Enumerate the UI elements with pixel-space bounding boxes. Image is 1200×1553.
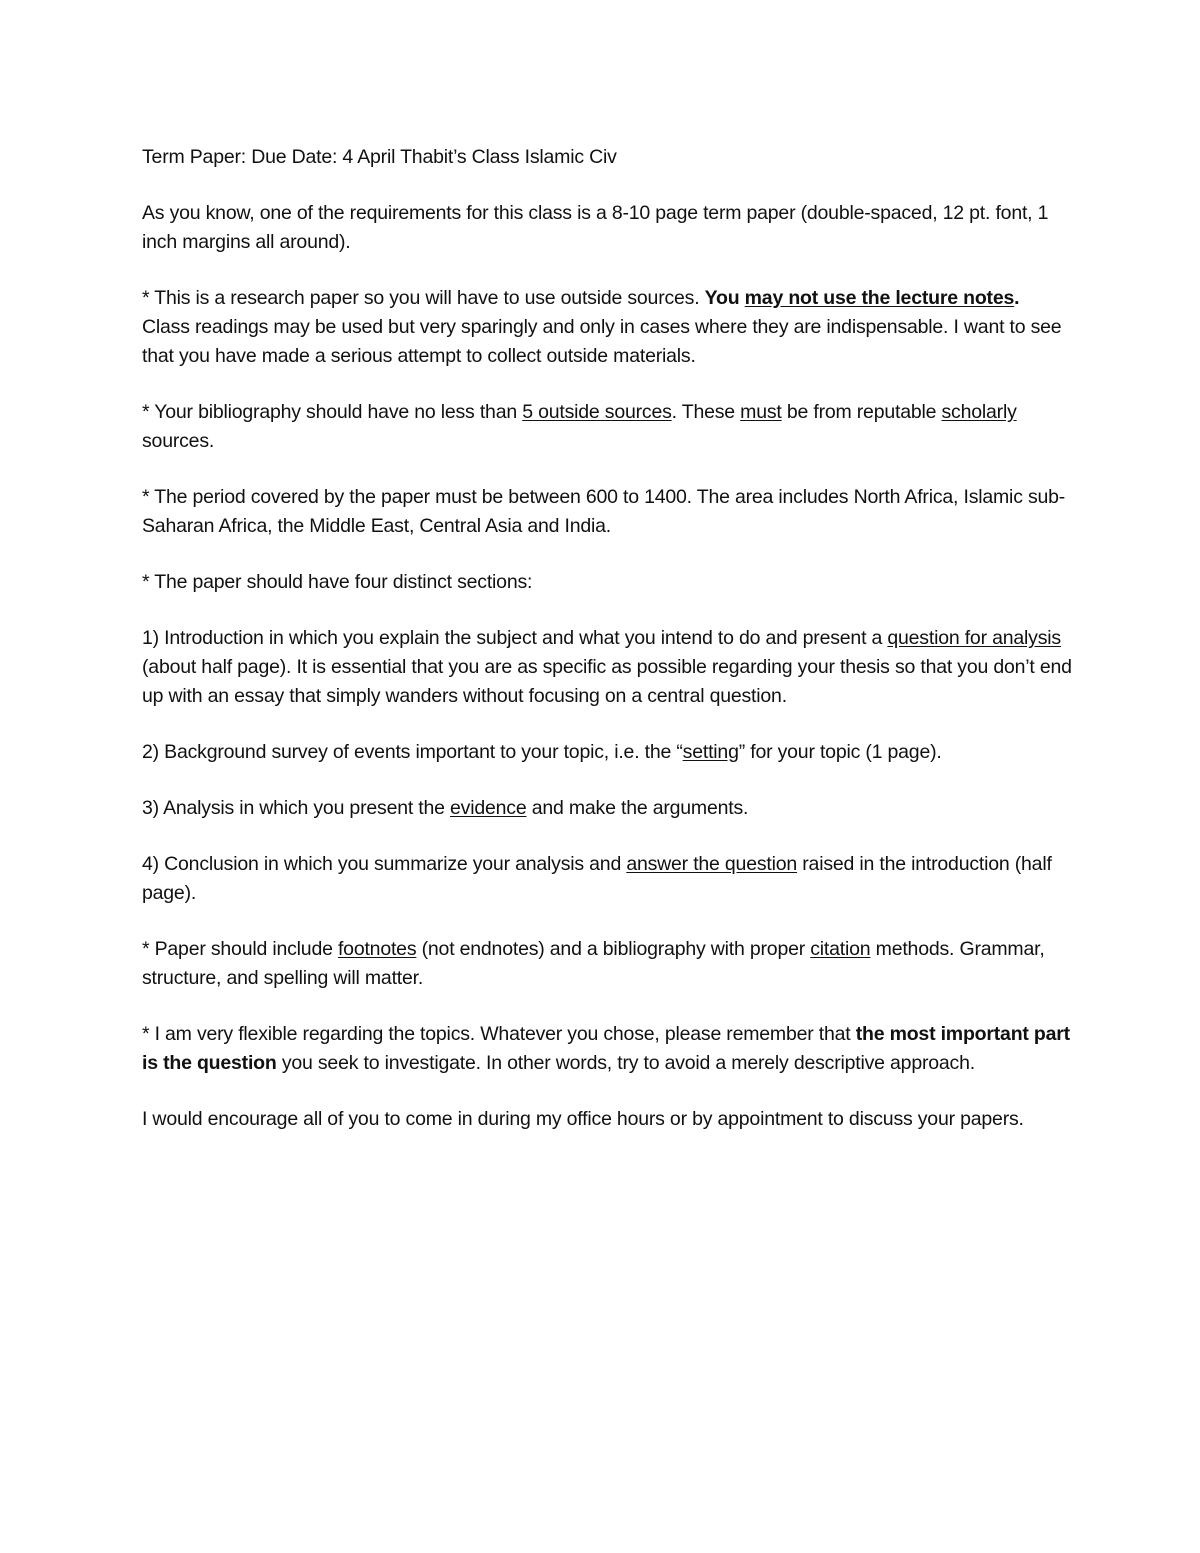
bibliography-underline-scholarly: scholarly xyxy=(941,401,1017,423)
topics-bold: the most important part is the question xyxy=(142,1023,1070,1074)
document-title: Term Paper: Due Date: 4 April Thabit’s Class Islamic Civ xyxy=(142,146,617,168)
bibliography-text-2: . These xyxy=(671,401,741,423)
bibliography-text-3: be from reputable xyxy=(781,401,942,423)
sections-intro-paragraph: * The paper should have four distinct sections: xyxy=(142,571,533,593)
bibliography-text-1: * Your bibliography should have no less than xyxy=(142,401,523,423)
section-4-text-1: 4) Conclusion in which you summarize your analysis and xyxy=(142,853,627,875)
section-3-text-1: 3) Analysis in which you present the xyxy=(142,797,451,819)
section-4-text-2: raised in the introduction (half page). xyxy=(142,853,1052,904)
section-4-underline: answer the question xyxy=(626,853,798,875)
research-text-bold-underline: may not use the lecture notes xyxy=(744,287,1015,309)
section-2-text-2: ” for your topic (1 page). xyxy=(738,741,942,763)
research-paragraph xyxy=(142,284,1072,371)
topics-paragraph xyxy=(142,1020,1072,1078)
bibliography-text-4: sources. xyxy=(142,430,215,452)
section-2-text-1: 2) Background survey of events important to your topic, i.e. the “ xyxy=(142,741,683,763)
bibliography-paragraph xyxy=(142,398,1072,456)
closing-paragraph: I would encourage all of you to come in during my office hours or by appointment to discuss your papers. xyxy=(142,1108,1024,1130)
section-3-underline: evidence xyxy=(450,797,527,819)
research-text-2: Class readings may be used but very sparingly and only in cases where they are indispensable. I want to see that you have made a serious attempt to collect outside materials. xyxy=(142,316,1062,367)
section-2-paragraph xyxy=(142,738,1072,767)
footnotes-underline: footnotes xyxy=(337,938,417,960)
footnotes-text-2: (not endnotes) and a bibliography with proper xyxy=(416,938,811,960)
section-4-paragraph xyxy=(142,850,1072,908)
section-3-paragraph xyxy=(142,794,1072,823)
section-1-underline: question for analysis xyxy=(887,627,1061,649)
document-body xyxy=(142,143,1072,1161)
topics-text-1: * I am very flexible regarding the topics. Whatever you chose, please remember that xyxy=(142,1023,856,1045)
footnotes-paragraph xyxy=(142,935,1072,993)
section-2-underline: setting xyxy=(682,741,739,763)
footnotes-text-3: methods. Grammar, structure, and spelling will matter. xyxy=(142,938,1045,989)
bibliography-underline-sources: 5 outside sources xyxy=(522,401,672,423)
bibliography-underline-must: must xyxy=(740,401,782,423)
citation-underline: citation xyxy=(810,938,871,960)
research-text-bold: You xyxy=(704,287,745,309)
intro-paragraph: As you know, one of the requirements for this class is a 8-10 page term paper (double-spaced, 12 pt. font, 1 inch margins all around). xyxy=(142,202,1049,253)
research-text-bold-period: . xyxy=(1014,287,1020,309)
research-text-1: * This is a research paper so you will have to use outside sources. xyxy=(142,287,705,309)
topics-text-2: you seek to investigate. In other words, try to avoid a merely descriptive approach. xyxy=(276,1052,975,1074)
period-paragraph: * The period covered by the paper must be between 600 to 1400. The area includes North Africa, Islamic sub-Saharan Africa, the Middle East, Central Asia and India. xyxy=(142,486,1066,537)
section-1-paragraph xyxy=(142,624,1072,711)
section-3-text-2: and make the arguments. xyxy=(526,797,749,819)
section-1-text-2: (about half page). It is essential that you are as specific as possible regarding your thesis so that you don’t end up with an essay that simply wanders without focusing on a central question. xyxy=(142,656,1072,707)
section-1-text-1: 1) Introduction in which you explain the subject and what you intend to do and present a xyxy=(142,627,888,649)
footnotes-text-1: * Paper should include xyxy=(142,938,338,960)
